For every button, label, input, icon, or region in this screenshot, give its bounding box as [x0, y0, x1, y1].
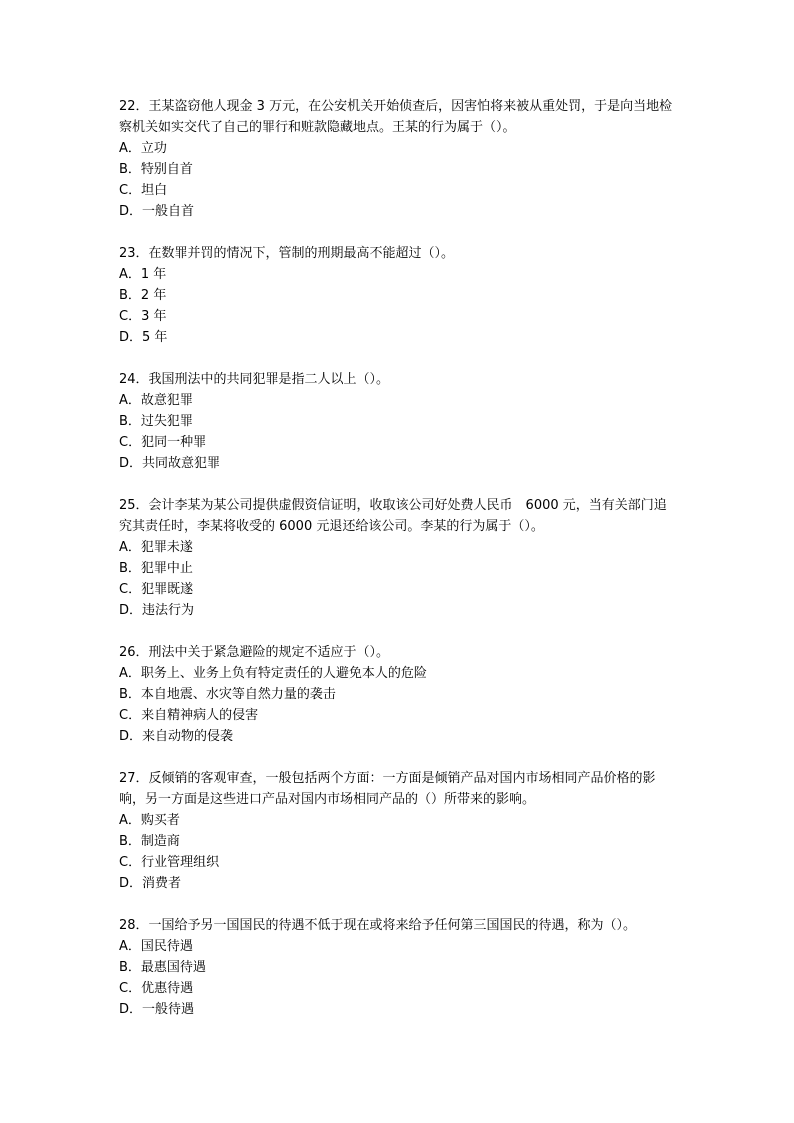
- question-28: [119, 915, 679, 1020]
- question-stem: 25．会计李某为某公司提供虚假资信证明，收取该公司好处费人民币 6000 元，当有关部门追究其责任时，李某将收受的 6000 元退还给该公司。李某的行为属于（）。: [119, 498, 667, 534]
- option-d: D．来自动物的侵袭: [119, 729, 234, 744]
- option-c: C．3 年: [119, 309, 167, 324]
- option-d: D．违法行为: [119, 603, 195, 618]
- option-c: C．行业管理组织: [119, 855, 220, 870]
- question-stem: 22．王某盗窃他人现金 3 万元，在公安机关开始侦查后，因害怕将来被从重处罚，于是向当地检察机关如实交代了自己的罪行和赃款隐藏地点。王某的行为属于（）。: [119, 99, 673, 135]
- option-a: A．立功: [119, 141, 167, 156]
- option-a: A．国民待遇: [119, 939, 193, 954]
- option-a: A．故意犯罪: [119, 393, 193, 408]
- option-a: A．犯罪未遂: [119, 540, 193, 555]
- option-b: B．过失犯罪: [119, 414, 193, 429]
- option-c: C．犯罪既遂: [119, 582, 194, 597]
- question-24: [119, 369, 679, 474]
- option-a: A．购买者: [119, 813, 180, 828]
- question-27: [119, 768, 679, 894]
- option-d: D．一般自首: [119, 204, 195, 219]
- option-a: A．职务上、业务上负有特定责任的人避免本人的危险: [119, 666, 427, 681]
- question-stem: 23．在数罪并罚的情况下，管制的刑期最高不能超过（）。: [119, 246, 455, 261]
- option-b: B．本自地震、水灾等自然力量的袭击: [119, 687, 336, 702]
- option-a: A．1 年: [119, 267, 167, 282]
- question-list: [119, 96, 679, 1041]
- option-b: B．制造商: [119, 834, 180, 849]
- question-26: [119, 642, 679, 747]
- option-d: D．消费者: [119, 876, 182, 891]
- option-c: C．优惠待遇: [119, 981, 194, 996]
- question-stem: 28．一国给予另一国国民的待遇不低于现在或将来给予任何第三国国民的待遇，称为（）。: [119, 918, 637, 933]
- option-b: B．2 年: [119, 288, 167, 303]
- option-d: D．一般待遇: [119, 1002, 195, 1017]
- option-c: C．来自精神病人的侵害: [119, 708, 259, 723]
- question-25: [119, 495, 679, 621]
- option-d: D．共同故意犯罪: [119, 456, 221, 471]
- question-stem: 24．我国刑法中的共同犯罪是指二人以上（）。: [119, 372, 390, 387]
- question-22: [119, 96, 679, 222]
- option-b: B．最惠国待遇: [119, 960, 206, 975]
- question-stem: 27．反倾销的客观审查，一般包括两个方面：一方面是倾销产品对国内市场相同产品价格的影响，另一方面是这些进口产品对国内市场相同产品的（）所带来的影响。: [119, 771, 656, 807]
- option-d: D．5 年: [119, 330, 168, 345]
- option-b: B．犯罪中止: [119, 561, 193, 576]
- option-c: C．犯同一种罪: [119, 435, 207, 450]
- question-23: [119, 243, 679, 348]
- question-stem: 26．刑法中关于紧急避险的规定不适应于（）。: [119, 645, 390, 660]
- option-c: C．坦白: [119, 183, 168, 198]
- option-b: B．特别自首: [119, 162, 193, 177]
